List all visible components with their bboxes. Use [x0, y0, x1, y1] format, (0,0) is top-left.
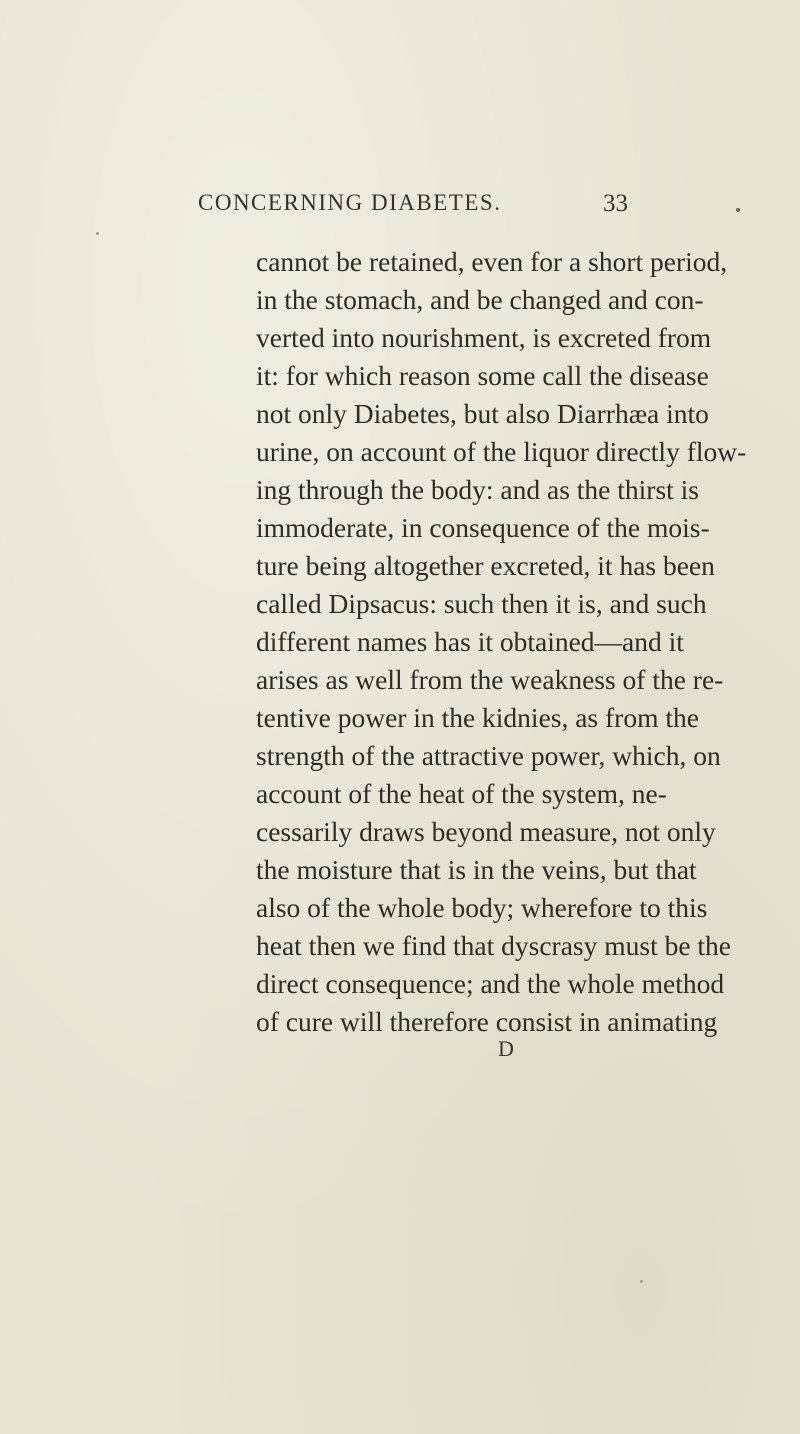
- text-line: verted into nourishment, is excreted from: [256, 322, 712, 353]
- text-line: the moisture that is in the veins, but that: [256, 854, 697, 885]
- text-line: strength of the attractive power, which, on: [256, 740, 721, 771]
- signature-mark: D: [498, 1036, 514, 1061]
- text-line: ing through the body: and as the thirst is: [256, 474, 700, 505]
- page-number: 33: [603, 190, 628, 217]
- text-line: urine, on account of the liquor directly flow-: [256, 436, 747, 467]
- text-line: arises as well from the weakness of the re-: [256, 664, 724, 695]
- text-line: in the stomach, and be changed and con-: [256, 284, 704, 315]
- text-line: also of the whole body; wherefore to this: [256, 892, 708, 923]
- text-line: cannot be retained, even for a short period,: [256, 246, 728, 277]
- text-line: heat then we find that dyscrasy must be the: [256, 930, 732, 961]
- text-line: direct consequence; and the whole method: [256, 968, 725, 999]
- text-line: not only Diabetes, but also Diarrhæa into: [256, 398, 709, 429]
- text-line: of cure will therefore consist in animating: [256, 1006, 718, 1037]
- text-line: ture being altogether excreted, it has been: [256, 550, 715, 581]
- paper-speck: [640, 1280, 643, 1283]
- text-line: tentive power in the kidnies, as from the: [256, 702, 699, 733]
- text-line: immoderate, in consequence of the mois-: [256, 512, 710, 543]
- running-head: [198, 190, 628, 224]
- text-line: called Dipsacus: such then it is, and such: [256, 588, 707, 619]
- text-line: different names has it obtained—and it: [256, 626, 684, 657]
- text-line: it: for which reason some call the disease: [256, 360, 709, 391]
- paper-speck: [736, 208, 740, 212]
- text-line: cessarily draws beyond measure, not only: [256, 816, 716, 847]
- text-line: account of the heat of the system, ne-: [256, 778, 667, 809]
- paper-speck: [96, 232, 99, 235]
- running-head-title: CONCERNING DIABETES.: [198, 190, 502, 215]
